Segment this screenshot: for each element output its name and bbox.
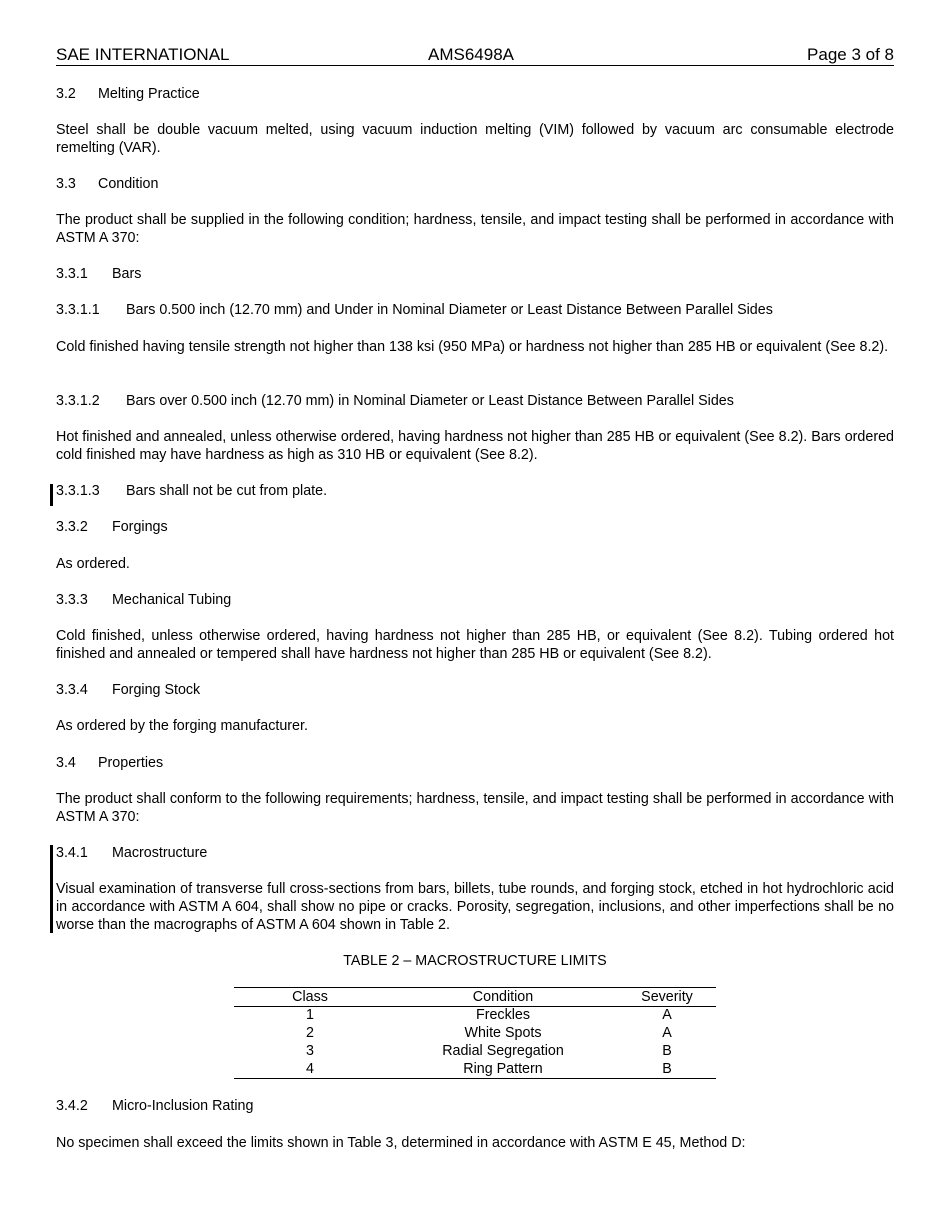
change-bar-3-3-1-3 <box>50 484 53 506</box>
table-2-title: TABLE 2 – MACROSTRUCTURE LIMITS <box>343 953 607 969</box>
paragraph-text: Hot finished and annealed, unless otherwise ordered, having hardness not higher than 285 HB or equivalent (See 8.2). Bars ordered cold finished may have hardness as high as 310 HB or equivalent (See 8.2). <box>56 429 894 463</box>
heading-3-3-2 <box>56 518 894 536</box>
change-bar-3-4-1 <box>50 845 53 933</box>
table-row <box>234 1043 716 1061</box>
heading-3-3-4 <box>56 681 894 699</box>
paragraph-text: As ordered by the forging manufacturer. <box>56 718 308 734</box>
cell-condition: Radial Segregation <box>442 1043 564 1059</box>
header-class: Class <box>292 989 328 1005</box>
paragraph-3-4-1 <box>56 880 894 934</box>
paragraph-text: Visual examination of transverse full cross-sections from bars, billets, tube rounds, and forging stock, etched in hot hydrochloric acid in accordance with ASTM A 604, shall show no pipe or cracks. Porosity, segregation, inclusions, and other imperfections shall be no worse than the macrographs of ASTM A 604 shown in Table 2. <box>56 881 894 933</box>
paragraph-text: Steel shall be double vacuum melted, using vacuum induction melting (VIM) followed by vacuum arc consumable electrode remelting (VAR). <box>56 122 894 156</box>
section-title: Bars over 0.500 inch (12.70 mm) in Nominal Diameter or Least Distance Between Parallel Sides <box>126 393 734 409</box>
paragraph-3-3-1-2 <box>56 428 894 464</box>
table-2 <box>234 987 716 1079</box>
section-title: Forgings <box>112 519 168 535</box>
heading-3-3-1-3 <box>56 482 894 500</box>
header-condition: Condition <box>472 989 534 1005</box>
cell-class: 3 <box>306 1043 314 1059</box>
table-bottom-rule <box>234 1078 716 1079</box>
paragraph-text: No specimen shall exceed the limits shown in Table 3, determined in accordance with ASTM E 45, Method D: <box>56 1135 746 1151</box>
section-number: 3.3.2 <box>56 519 88 535</box>
heading-3-3-1 <box>56 265 894 283</box>
heading-3-4-2 <box>56 1097 894 1115</box>
heading-3-3-1-2 <box>56 392 894 410</box>
section-title: Bars <box>112 266 142 282</box>
table-row <box>234 1061 716 1079</box>
section-title: Bars 0.500 inch (12.70 mm) and Under in Nominal Diameter or Least Distance Between Parallel Sides <box>126 302 773 318</box>
cell-condition: White Spots <box>464 1025 542 1041</box>
paragraph-text: The product shall be supplied in the following condition; hardness, tensile, and impact testing shall be performed in accordance with ASTM A 370: <box>56 212 894 246</box>
cell-condition: Ring Pattern <box>463 1061 543 1077</box>
section-title: Melting Practice <box>98 86 200 102</box>
cell-severity: A <box>662 1025 672 1041</box>
header-org: SAE INTERNATIONAL <box>56 45 230 64</box>
cell-condition: Freckles <box>475 1007 531 1023</box>
heading-3-4 <box>56 754 894 772</box>
section-number: 3.4.2 <box>56 1098 88 1114</box>
section-title: Bars shall not be cut from plate. <box>126 483 328 499</box>
heading-3-3-3 <box>56 591 894 609</box>
section-number: 3.4 <box>56 755 76 771</box>
section-number: 3.4.1 <box>56 845 88 861</box>
section-number: 3.3.1.1 <box>56 302 100 318</box>
paragraph-3-3 <box>56 211 894 247</box>
section-number: 3.2 <box>56 86 76 102</box>
paragraph-3-3-4 <box>56 717 894 735</box>
cell-class: 4 <box>306 1061 314 1077</box>
paragraph-text: The product shall conform to the following requirements; hardness, tensile, and impact testing shall be performed in accordance with ASTM A 370: <box>56 791 894 825</box>
paragraph-3-3-3 <box>56 627 894 663</box>
section-title: Micro-Inclusion Rating <box>112 1098 254 1114</box>
cell-class: 1 <box>306 1007 314 1023</box>
paragraph-3-4 <box>56 790 894 826</box>
paragraph-text: As ordered. <box>56 556 130 572</box>
section-number: 3.3.3 <box>56 592 88 608</box>
paragraph-3-4-2 <box>56 1134 894 1152</box>
paragraph-text: Cold finished, unless otherwise ordered, having hardness not higher than 285 HB, or equivalent (See 8.2). Tubing ordered hot finished and annealed or tempered shall have hardness not higher than 285 HB or equivalent (See 8.2). <box>56 628 894 662</box>
heading-3-3 <box>56 175 894 193</box>
paragraph-3-3-2 <box>56 555 894 573</box>
heading-3-4-1 <box>56 844 894 862</box>
table-top-rule <box>234 987 716 988</box>
header-doc-id: AMS6498A <box>428 45 514 64</box>
section-number: 3.3.1 <box>56 266 88 282</box>
section-title: Properties <box>98 755 164 771</box>
cell-class: 2 <box>306 1025 314 1041</box>
section-number: 3.3.1.3 <box>56 483 100 499</box>
section-number: 3.3 <box>56 176 76 192</box>
section-title: Forging Stock <box>112 682 201 698</box>
paragraph-3-2 <box>56 121 894 157</box>
header-severity: Severity <box>641 989 693 1005</box>
heading-3-2 <box>56 85 894 103</box>
cell-severity: A <box>662 1007 672 1023</box>
section-title: Macrostructure <box>112 845 208 861</box>
table-row <box>234 1025 716 1043</box>
section-title: Condition <box>98 176 159 192</box>
table-row <box>234 1007 716 1025</box>
paragraph-3-3-1-1 <box>56 338 894 356</box>
section-number: 3.3.1.2 <box>56 393 100 409</box>
section-title: Mechanical Tubing <box>112 592 232 608</box>
page-header <box>56 45 894 66</box>
heading-3-3-1-1 <box>56 301 894 319</box>
cell-severity: B <box>662 1043 672 1059</box>
cell-severity: B <box>662 1061 672 1077</box>
header-page-number: Page 3 of 8 <box>807 45 894 64</box>
table-header-row <box>234 989 716 1007</box>
section-number: 3.3.4 <box>56 682 88 698</box>
paragraph-text: Cold finished having tensile strength not higher than 138 ksi (950 MPa) or hardness not higher than 285 HB or equivalent (See 8.2). <box>56 339 889 355</box>
